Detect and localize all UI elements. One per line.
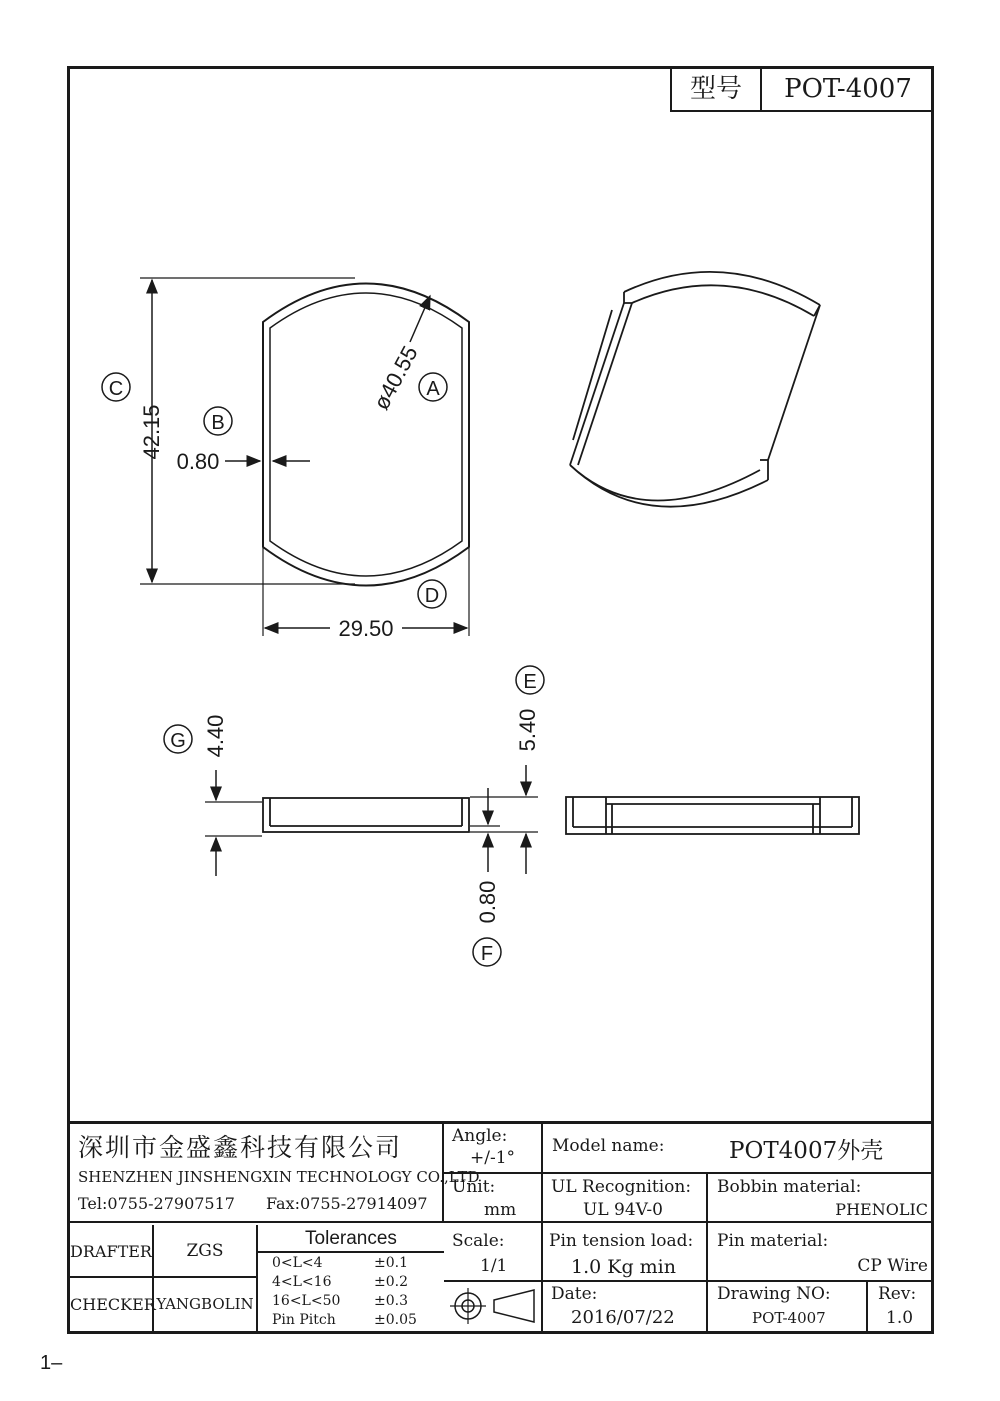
tolerance-range: Pin Pitch — [272, 1312, 336, 1328]
checker-value-cell — [154, 1278, 258, 1331]
pin-material-value: CP Wire — [857, 1256, 928, 1276]
ul-cell — [543, 1174, 708, 1223]
bobbin-cell — [708, 1174, 934, 1223]
dim-diameter-text: ø40.55 — [368, 341, 423, 414]
pin-tension-cell — [543, 1223, 708, 1282]
drafter-label: DRAFTER — [70, 1242, 152, 1261]
ul-label: UL Recognition: — [551, 1177, 692, 1197]
angle-label: Angle: — [452, 1126, 508, 1146]
checker-label-cell — [70, 1278, 154, 1331]
page-marker: 1– — [40, 1352, 63, 1374]
date-cell — [543, 1282, 708, 1331]
drafter-value-cell — [154, 1225, 258, 1278]
dim-g-letter: G — [170, 730, 186, 752]
projection-symbol-icon — [444, 1282, 543, 1331]
ul-value: UL 94V-0 — [583, 1200, 663, 1220]
tolerance-value: ±0.05 — [374, 1312, 417, 1328]
isometric-view — [570, 272, 820, 507]
drafter-label-cell — [70, 1225, 154, 1278]
dim-a-leader — [410, 296, 430, 342]
pin-material-cell — [708, 1223, 934, 1282]
dim-height-text: 42.15 — [139, 404, 164, 460]
unit-cell — [444, 1174, 543, 1223]
drawing-no-cell — [708, 1282, 868, 1331]
dim-f-letter: F — [480, 943, 494, 965]
tolerance-value: ±0.2 — [374, 1274, 408, 1290]
dim-d-letter: D — [424, 585, 440, 607]
tolerance-range: 4<L<16 — [272, 1274, 332, 1290]
tolerance-row — [272, 1274, 432, 1292]
side-view-left — [263, 798, 469, 832]
unit-value: mm — [484, 1200, 517, 1220]
dim-c-letter: C — [108, 378, 124, 400]
model-name-value: POT4007外壳 — [729, 1138, 884, 1164]
angle-cell — [444, 1124, 543, 1174]
rev-cell — [868, 1282, 934, 1331]
tolerance-row — [272, 1293, 432, 1311]
scale-value: 1/1 — [480, 1256, 508, 1276]
scale-cell — [444, 1223, 543, 1282]
rev-value: 1.0 — [886, 1308, 914, 1328]
checker-label: CHECKER — [70, 1295, 156, 1314]
drawing-no-label: Drawing NO: — [717, 1284, 831, 1304]
model-name-cell — [543, 1124, 934, 1174]
bobbin-label: Bobbin material: — [717, 1177, 862, 1197]
dim-wall-text: 0.80 — [176, 449, 220, 474]
pin-tension-value: 1.0 Kg min — [571, 1256, 676, 1278]
dim-flange-g-text: 4.40 — [203, 714, 228, 758]
dim-e-letter: E — [523, 671, 537, 693]
tolerance-row — [272, 1312, 432, 1330]
drafter-value: ZGS — [186, 1241, 224, 1261]
projection-symbol-cell — [444, 1282, 543, 1331]
checker-value: YANGBOLIN — [156, 1295, 254, 1313]
pin-tension-label: Pin tension load: — [549, 1231, 694, 1251]
unit-label: Unit: — [452, 1177, 496, 1197]
company-fax: Fax:0755-27914097 — [266, 1194, 428, 1213]
dim-a-letter: A — [426, 378, 440, 400]
date-value: 2016/07/22 — [571, 1307, 675, 1328]
date-label: Date: — [551, 1284, 598, 1304]
top-view-inner-outline — [270, 293, 462, 576]
scale-label: Scale: — [452, 1231, 505, 1251]
tolerance-row — [272, 1255, 432, 1273]
pin-material-label: Pin material: — [717, 1231, 829, 1251]
tolerances-title: Tolerances — [305, 1228, 397, 1249]
tolerances-title-cell — [258, 1225, 444, 1253]
header-model-number: POT-4007 — [784, 74, 912, 104]
drawing-no-value: POT-4007 — [752, 1309, 826, 1327]
rev-label: Rev: — [878, 1284, 917, 1304]
tolerance-value: ±0.1 — [374, 1255, 408, 1271]
tolerances-table — [258, 1253, 444, 1331]
bobbin-value: PHENOLIC — [835, 1200, 928, 1219]
dim-flange-e-text: 5.40 — [515, 708, 540, 752]
tolerance-range: 0<L<4 — [272, 1255, 323, 1271]
company-name-en: SHENZHEN JINSHENGXIN TECHNOLOGY CO.,LTD — [78, 1168, 480, 1186]
dim-b-letter: B — [211, 412, 225, 434]
angle-value: +/-1° — [470, 1148, 516, 1168]
company-name-cn: 深圳市金盛鑫科技有限公司 — [78, 1133, 403, 1162]
model-name-label: Model name: — [552, 1136, 665, 1156]
dim-thickness-f-text: 0.80 — [475, 880, 500, 924]
company-tel: Tel:0755-27907517 — [78, 1194, 235, 1213]
header-type-label: 型号 — [689, 74, 742, 104]
tolerance-value: ±0.3 — [374, 1293, 408, 1309]
dim-width-text: 29.50 — [338, 616, 394, 641]
top-view-outline — [263, 284, 469, 586]
side-view-right — [566, 797, 859, 834]
tolerance-range: 16<L<50 — [272, 1293, 341, 1309]
